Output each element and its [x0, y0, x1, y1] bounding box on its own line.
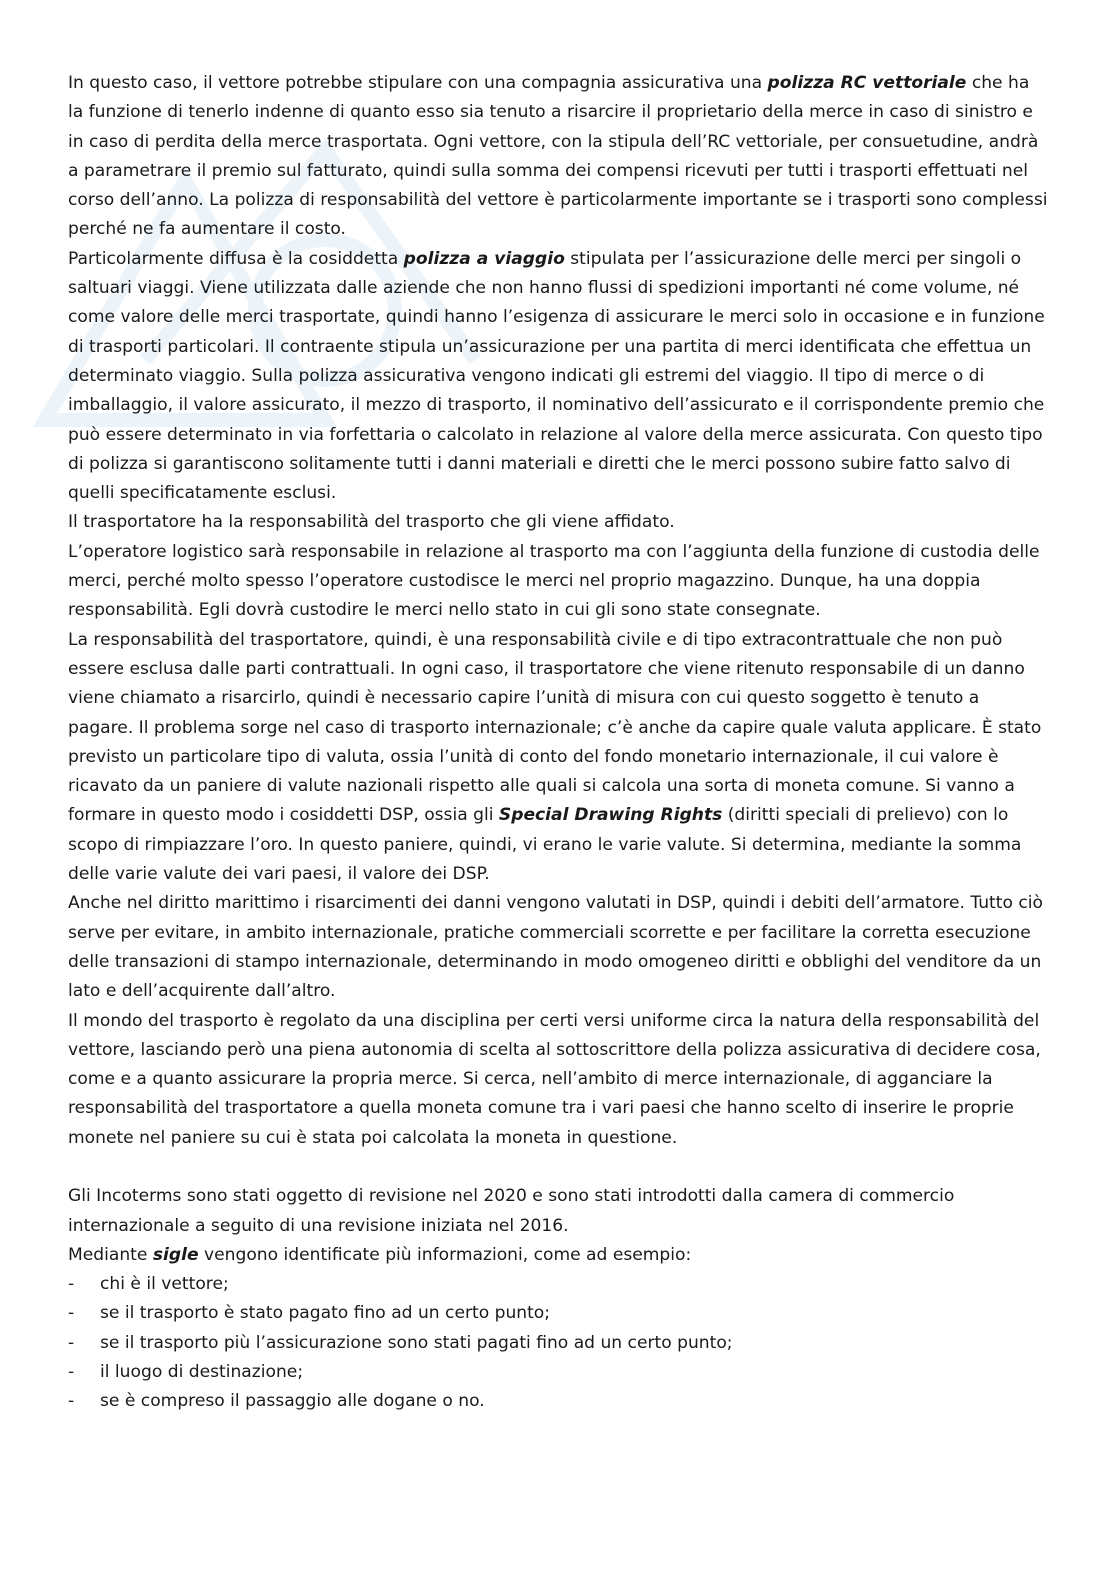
paragraph-text: In questo caso, il vettore potrebbe stipulare con una compagnia assicurativa una: [68, 73, 768, 93]
paragraph-spacer: [68, 1153, 1048, 1182]
paragraphs: [68, 69, 1048, 1270]
list-item: - chi è il vettore;: [68, 1270, 1048, 1299]
emphasized-term: polizza a viaggio: [403, 248, 565, 269]
paragraph: [68, 889, 1048, 1006]
paragraph: [68, 1182, 1048, 1241]
paragraph-text: L’operatore logistico sarà responsabile in relazione al trasporto ma con l’aggiunta della funzione di custodia delle merci, perché molto spesso l’operatore custodisce le merci nel proprio magazzino. Dunque, ha una doppia responsabilità. Egli dovrà custodire le merci nello stato in cui gli sono state consegnate.: [68, 541, 1040, 621]
paragraph-text: Anche nel diritto marittimo i risarcimenti dei danni vengono valutati in DSP, quindi i debiti dell’armatore. Tutto ciò serve per evitare, in ambito internazionale, pratiche commerciali scorrette e per facilitare la corretta esecuzione delle transazioni di stampo internazionale, determinando in modo omogeneo diritti e obblighi del venditore da un lato e dell’acquirente dall’altro.: [68, 893, 1043, 1002]
paragraph-text: Particolarmente diffusa è la cosiddetta: [68, 248, 404, 269]
document-body: [68, 69, 1048, 1417]
paragraph-text: (diritti speciali di prelievo) con lo scopo di rimpiazzare l’oro. In questo paniere, quindi, vi erano le varie valute. Si determina, mediante la somma delle varie valute dei vari paesi, il valore dei DSP.: [68, 805, 1022, 885]
paragraph-text: Il trasportatore ha la responsabilità del trasporto che gli viene affidato.: [68, 512, 675, 533]
list-item: - se il trasporto è stato pagato fino ad un certo punto;: [68, 1299, 1048, 1328]
paragraph: [68, 508, 1048, 537]
paragraph: [68, 1241, 1048, 1270]
paragraph-text: La responsabilità del trasportatore, quindi, è una responsabilità civile e di tipo extracontrattuale che non può essere esclusa dalle parti contrattuali. In ogni caso, il trasportatore che viene ritenuto responsabile di un danno viene chiamato a risarcirlo, quindi è necessario capire l’unità di misura con cui questo soggetto è tenuto a pagare. Il problema sorge nel caso di trasporto internazionale; c’è anche da capire quale valuta applicare. È stato previsto un particolare tipo di valuta, ossia l’unità di conto del fondo monetario internazionale, il cui valore è ricavato da un paniere di valute nazionali rispetto alle quali si calcola una sorta di moneta comune. Si vanno a formare in questo modo i cosiddetti DSP, ossia gli: [68, 629, 1042, 826]
list-item: - se il trasporto più l’assicurazione sono stati pagati fino ad un certo punto;: [68, 1329, 1048, 1358]
paragraph-text: stipulata per l’assicurazione delle merci per singoli o saltuari viaggi. Viene utilizzata dalle aziende che non hanno flussi di spedizioni importanti né come volume, né come valore delle merci trasportate, quindi hanno l’esigenza di assicurare le merci solo in occasione e in funzione di trasporti particolari. Il contraente stipula un’assicurazione per una partita di merci identificata che effettua un determinato viaggio. Sulla polizza assicurativa vengono indicati gli estremi del viaggio. Il tipo di merce o di imballaggio, il valore assicurato, il mezzo di trasporto, il nominativo dell’assicurato e il corrispondente premio che può essere determinato in via forfettaria o calcolato in relazione al valore della merce assicurata. Con questo tipo di polizza si garantiscono solitamente tutti i danni materiali e diretti che le merci possono subire fatto salvo di quelli specificatamente esclusi.: [68, 248, 1045, 504]
paragraph-text: Gli Incoterms sono stati oggetto di revisione nel 2020 e sono stati introdotti dalla camera di commercio internazionale a seguito di una revisione iniziata nel 2016.: [68, 1186, 955, 1236]
paragraph-text: vengono identificate più informazioni, come ad esempio:: [198, 1244, 692, 1265]
paragraph-text: Il mondo del trasporto è regolato da una disciplina per certi versi uniforme circa la natura della responsabilità del vettore, lasciando però una piena autonomia di scelta al sottoscrittore della polizza assicurativa di decidere cosa, come e a quanto assicurare la propria merce. Si cerca, nell’ambito di merce internazionale, di agganciare la responsabilità del trasportatore a quella moneta comune tra i vari paesi che hanno scelto di inserire le proprie monete nel paniere su cui è stata poi calcolata la moneta in questione.: [68, 1010, 1041, 1148]
list-item: - se è compreso il passaggio alle dogane o no.: [68, 1387, 1048, 1416]
paragraph: [68, 245, 1048, 509]
paragraph: [68, 1007, 1048, 1153]
list-item: - il luogo di destinazione;: [68, 1358, 1048, 1387]
emphasized-term: polizza RC vettoriale: [767, 73, 967, 93]
emphasized-term: Special Drawing Rights: [498, 805, 723, 826]
bullet-list: [68, 1270, 1048, 1416]
paragraph-text: che ha la funzione di tenerlo indenne di quanto esso sia tenuto a risarcire il proprietario della merce in caso di sinistro e in caso di perdita della merce trasportata. Ogni vettore, con la stipula dell’RC vettoriale, per consuetudine, andrà a parametrare il premio sul fatturato, quindi sulla somma dei compensi ricevuti per tutti i trasporti effettuati nel corso dell’anno. La polizza di responsabilità del vettore è particolarmente importante se i trasporti sono complessi perché ne fa aumentare il costo.: [68, 73, 1048, 240]
paragraph: [68, 69, 1048, 245]
emphasized-term: sigle: [152, 1244, 199, 1265]
paragraph: [68, 538, 1048, 626]
paragraph-text: Mediante: [68, 1244, 153, 1265]
paragraph: [68, 626, 1048, 890]
